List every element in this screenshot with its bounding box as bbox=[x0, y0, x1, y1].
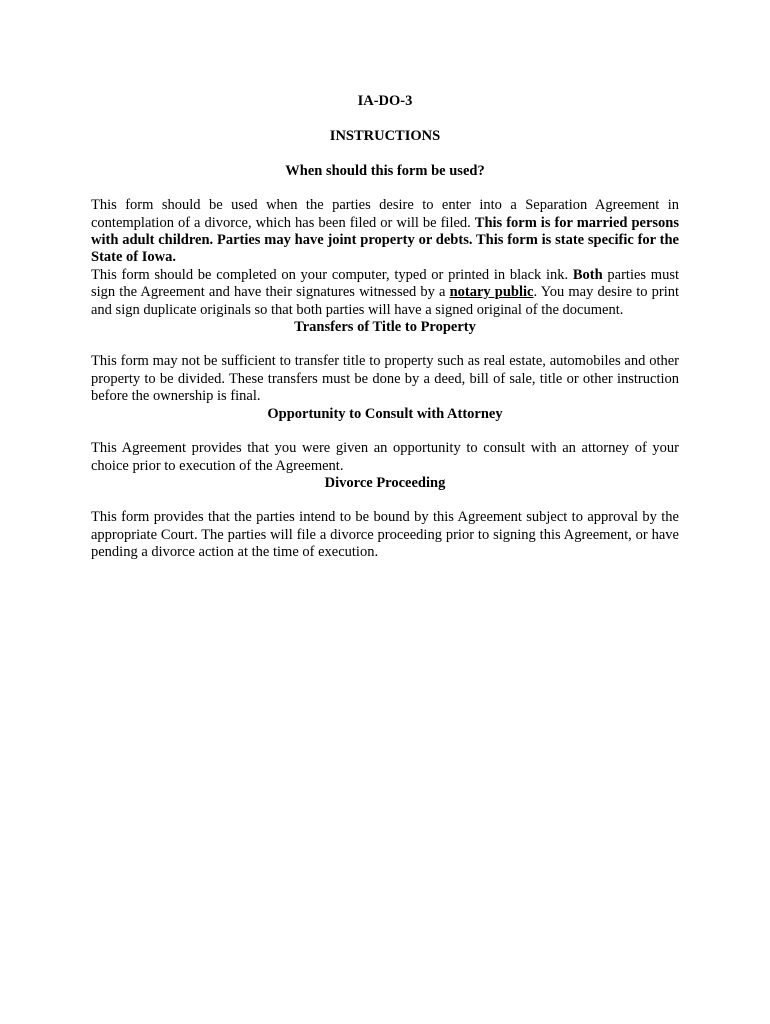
page-title: INSTRUCTIONS bbox=[329, 128, 441, 145]
when-used-1-bold-text: This form is for married persons with adult children. Parties may have joint property or debts. This form is state specific for the State of Iowa. bbox=[91, 214, 679, 266]
when-used-2-text-c: . You may desire to print and sign duplicate originals so that both parties will have a signed original of the document. bbox=[91, 284, 680, 318]
paragraph-when-used-1 bbox=[91, 197, 679, 267]
paragraph-divorce: This form provides that the parties intend to be bound by this Agreement subject to approval by the appropriate Court. The parties will file a divorce proceeding prior to signing this Agreement, or have pending a divorce action at the time of execution. bbox=[91, 509, 679, 561]
form-id: IA-DO-3 bbox=[357, 93, 413, 109]
paragraph-consult: This Agreement provides that you were given an opportunity to consult with an attorney of your choice prior to execution of the Agreement. bbox=[91, 440, 679, 474]
paragraph-when-used-2 bbox=[91, 267, 679, 319]
when-used-2-bold-both: Both bbox=[572, 266, 603, 283]
heading-transfers: Transfers of Title to Property bbox=[294, 319, 476, 336]
heading-when-used: When should this form be used? bbox=[285, 162, 485, 179]
heading-divorce: Divorce Proceeding bbox=[324, 474, 446, 491]
when-used-2-text-a: This form should be completed on your computer, typed or printed in black ink. bbox=[91, 266, 573, 283]
when-used-1-text: This form should be used when the parties desire to enter into a Separation Agreement in contemplation of a divorce, which has been filed or will be filed. bbox=[91, 197, 679, 231]
when-used-2-text-b: parties must sign the Agreement and have their signatures witnessed by a bbox=[91, 266, 679, 301]
heading-consult: Opportunity to Consult with Attorney bbox=[267, 405, 503, 422]
document-page bbox=[91, 93, 679, 562]
notary-public-emphasis: notary public bbox=[449, 284, 534, 301]
paragraph-transfers: This form may not be sufficient to transfer title to property such as real estate, automobiles and other property to be divided. These transfers must be done by a deed, bill of sale, title or other instruction before the ownership is final. bbox=[91, 353, 679, 405]
